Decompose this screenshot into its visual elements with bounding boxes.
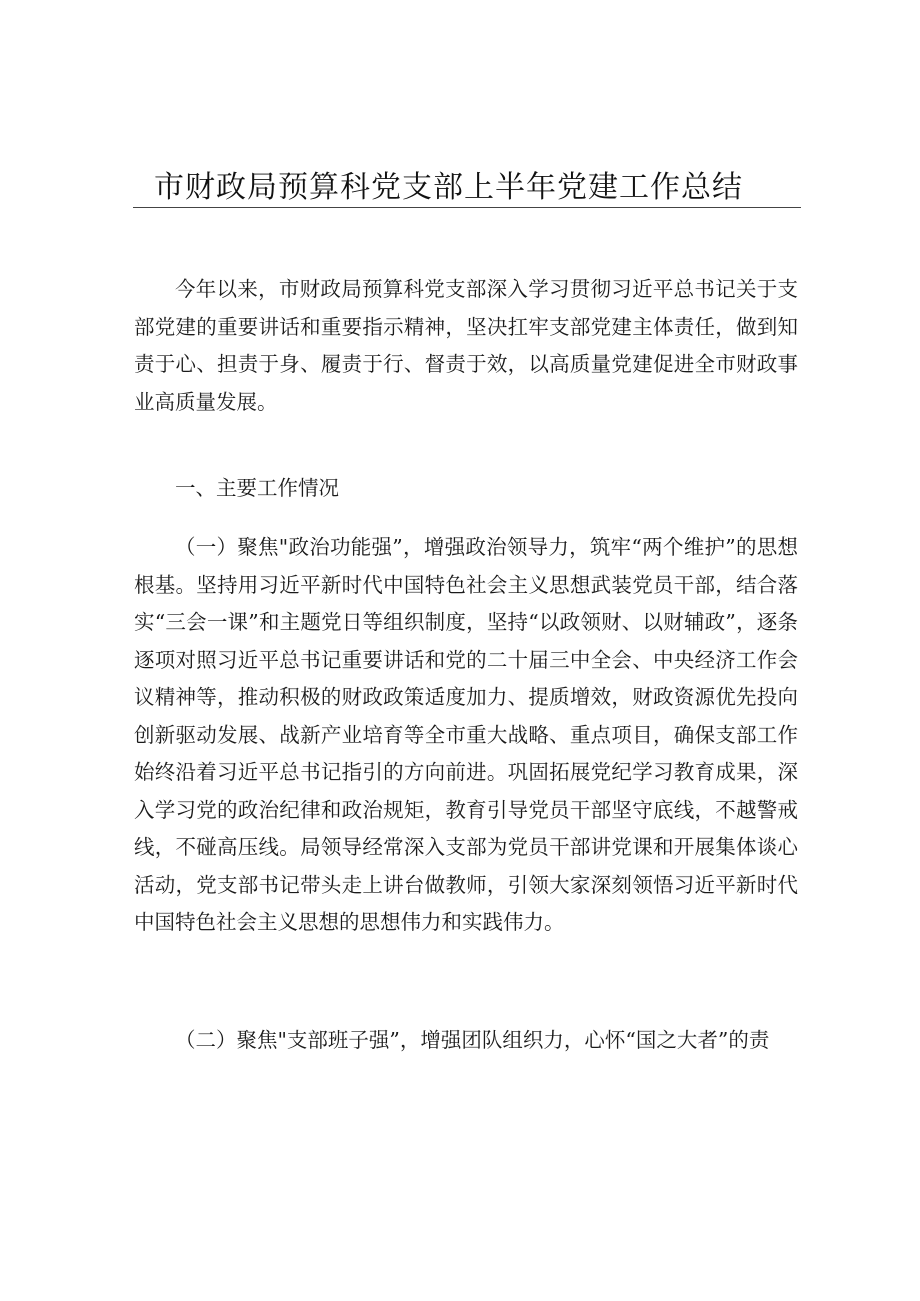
intro-paragraph: 今年以来，市财政局预算科党支部深入学习贯彻习近平总书记关于支部党建的重要讲话和重要指示精神，坚决扛牢支部党建主体责任，做到知责于心、担责于身、履责于行、督责于效，以高质量党建促进全市财政事业高质量发展。 — [134, 277, 798, 414]
document-title: 市财政局预算科党支部上半年党建工作总结 — [154, 170, 743, 205]
section-2-paragraph: （二）聚焦"支部班子强”，增强团队组织力，心怀“国之大者”的责 — [175, 1028, 770, 1052]
section-heading-main-work: 一、主要工作情况 — [175, 476, 339, 500]
title-underline — [133, 207, 801, 208]
section-1-paragraph: （一）聚焦"政治功能强”，增强政治领导力，筑牢“两个维护”的思想根基。坚持用习近平新时代中国特色社会主义思想武装党员干部，结合落实“三会一课”和主题党日等组织制度，坚持“以政领财、以财辅政”，逐条逐项对照习近平总书记重要讲话和党的二十届三中全会、中央经济工作会议精神等，推动积极的财政政策适度加力、提质增效，财政资源优先投向创新驱动发展、战新产业培育等全市重大战略、重点项目，确保支部工作始终沿着习近平总书记指引的方向前进。巩固拓展党纪学习教育成果，深入学习党的政治纪律和政治规矩，教育引导党员干部坚守底线，不越警戒线，不碰高压线。局领导经常深入支部为党员干部讲党课和开展集体谈心活动，党支部书记带头走上讲台做教师，引领大家深刻领悟习近平新时代中国特色社会主义思想的思想伟力和实践伟力。 — [134, 535, 798, 934]
